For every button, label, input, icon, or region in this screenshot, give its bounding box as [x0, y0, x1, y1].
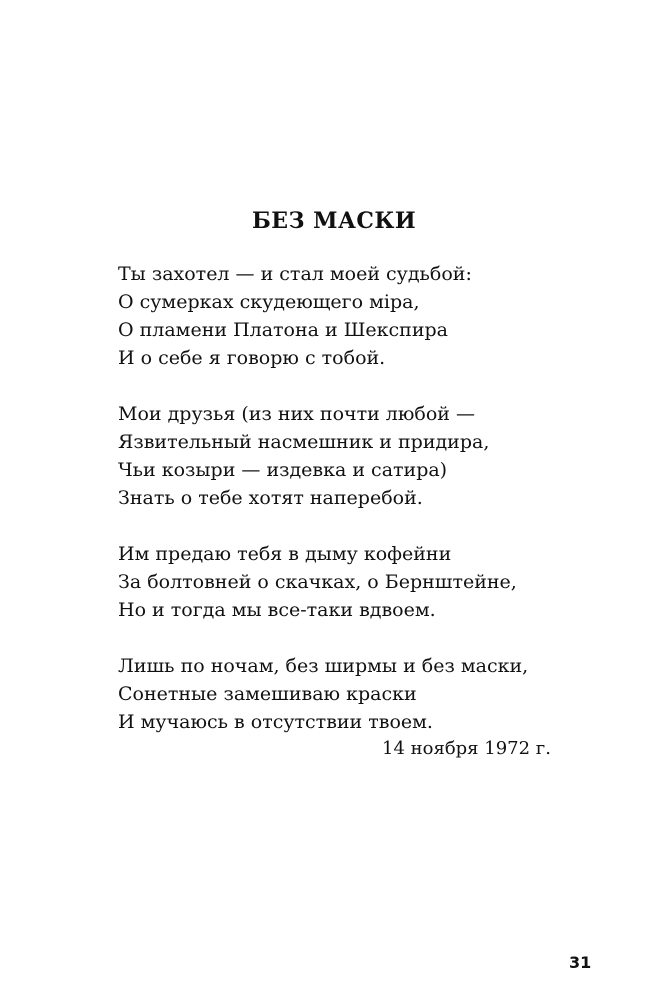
poem-line: Язвительный насмешник и придира,: [118, 431, 490, 453]
poem-line: Мои друзья (из них почти любой —: [118, 403, 476, 425]
poem-line: Сонетные замешиваю краски: [118, 683, 417, 705]
page-number: 31: [569, 953, 592, 972]
poem-line: Знать о тебе хотят наперебой.: [118, 487, 423, 509]
poem-line: За болтовней о скачках, о Бернштейне,: [118, 571, 517, 593]
stanza-4: [118, 652, 618, 736]
stanza-2: [118, 400, 618, 512]
poem-line: О сумерках скудеющего міра,: [118, 291, 420, 313]
poem-line: Лишь по ночам, без ширмы и без маски,: [118, 655, 529, 677]
poem-line: Им предаю тебя в дыму кофейни: [118, 543, 452, 565]
stanza-1: [118, 260, 618, 372]
poem-body: [118, 260, 618, 764]
stanza-3: [118, 540, 618, 624]
poem-line: Ты захотел — и стал моей судьбой:: [118, 263, 472, 285]
poem-line: Но и тогда мы все-таки вдвоем.: [118, 599, 436, 621]
poem-line: О пламени Платона и Шекспира: [118, 319, 448, 341]
poem-line: Чьи козыри — издевка и сатира): [118, 459, 448, 481]
poem-title: БЕЗ МАСКИ: [252, 208, 417, 234]
poem-date: 14 ноября 1972 г.: [382, 738, 551, 759]
poem-line: И мучаюсь в отсутствии твоем.: [118, 711, 433, 733]
poem-line: И о себе я говорю с тобой.: [118, 347, 386, 369]
